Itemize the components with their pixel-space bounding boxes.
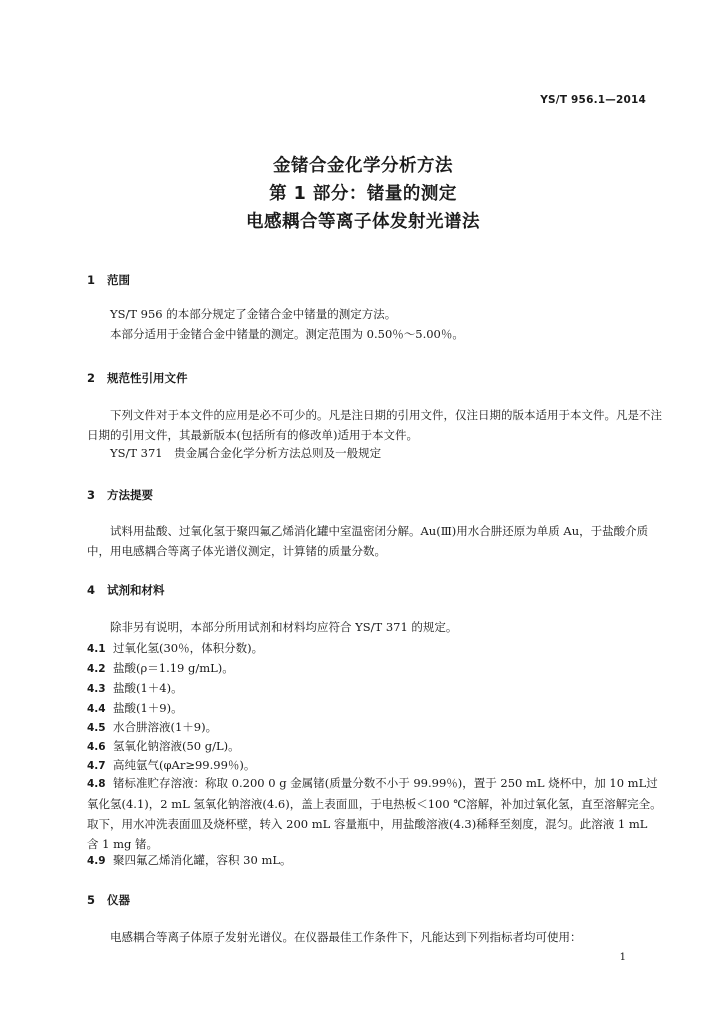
item-number: 4.5 [87, 722, 106, 734]
section-3-heading [87, 487, 153, 503]
section-2-reference: YS/T 371 贵金属合金化学分析方法总则及一般规定 [110, 446, 382, 460]
item-number: 4.9 [87, 855, 106, 867]
list-item [87, 738, 240, 754]
item-text: 盐酸(ρ＝1.19 g/mL)。 [113, 661, 234, 675]
section-title: 范围 [107, 273, 130, 287]
item-text: 水合肼溶液(1＋9)。 [113, 720, 218, 734]
section-2-paragraph-1: 下列文件对于本文件的应用是必不可少的。凡是注日期的引用文件，仅注日期的版本适用于本文件。凡是不注日期的引用文件，其最新版本(包括所有的修改单)适用于本文件。 [87, 408, 662, 442]
item-number: 4.2 [87, 663, 106, 675]
section-4-intro: 除非另有说明，本部分所用试剂和材料均应符合 YS/T 371 的规定。 [110, 620, 458, 634]
section-title: 仪器 [107, 893, 130, 907]
title-line-2: 第 1 部分：锗量的测定 [269, 184, 457, 204]
item-number: 4.7 [87, 760, 106, 772]
item-number: 4.8 [87, 778, 106, 790]
list-item [87, 700, 183, 716]
title-line-1: 金锗合金化学分析方法 [273, 156, 453, 176]
list-item [87, 757, 255, 773]
section-title: 试剂和材料 [107, 583, 165, 597]
list-item-4-8 [87, 773, 662, 854]
list-item [87, 719, 217, 735]
section-number: 5 [87, 893, 96, 907]
list-item [87, 660, 234, 676]
title-line-3: 电感耦合等离子体发射光谱法 [246, 212, 480, 232]
section-1-paragraph-1: YS/T 956 的本部分规定了金锗合金中锗量的测定方法。 [110, 307, 397, 321]
list-item [87, 680, 183, 696]
section-1-heading [87, 272, 130, 288]
section-1-paragraph-2: 本部分适用于金锗合金中锗量的测定。测定范围为 0.50％～5.00％。 [110, 327, 464, 341]
item-number: 4.4 [87, 703, 106, 715]
section-number: 1 [87, 273, 96, 287]
section-number: 2 [87, 371, 96, 385]
item-text: 氢氧化钠溶液(50 g/L)。 [113, 739, 240, 753]
item-text: 锗标准贮存溶液：称取 0.200 0 g 金属锗(质量分数不小于 99.99％)，置于 250 mL 烧杯中，加 10 mL过氧化氢(4.1)，2 mL 氢氧化钠溶液(4.6)，盖上表面皿，于电热板＜100 ℃溶解，补加过氧化氢，直至溶解完全。取下，用水冲洗表面皿及烧杯壁，转入 200 mL 容量瓶中，用盐酸溶液(4.3)稀释至刻度，混匀。此溶液 1 mL 含 1 mg 锗。 [87, 776, 662, 851]
page-number: 1 [619, 952, 626, 963]
item-number: 4.6 [87, 741, 106, 753]
item-number: 4.3 [87, 683, 106, 695]
section-5-paragraph-1: 电感耦合等离子体原子发射光谱仪。在仪器最佳工作条件下，凡能达到下列指标者均可使用： [110, 930, 582, 944]
document-number: YS/T 956.1—2014 [540, 94, 646, 106]
section-number: 4 [87, 583, 96, 597]
section-2-heading [87, 370, 188, 386]
section-title: 方法提要 [107, 488, 153, 502]
section-3-paragraph-1: 试料用盐酸、过氧化氢于聚四氟乙烯消化罐中室温密闭分解。Au(Ⅲ)用水合肼还原为单质 Au，于盐酸介质中，用电感耦合等离子体光谱仪测定，计算锗的质量分数。 [87, 524, 649, 558]
item-number: 4.1 [87, 643, 106, 655]
item-text: 过氧化氢(30％，体积分数)。 [113, 641, 264, 655]
section-4-heading [87, 582, 165, 598]
section-5-heading [87, 892, 130, 908]
item-text: 盐酸(1＋4)。 [113, 681, 183, 695]
section-number: 3 [87, 488, 96, 502]
list-item [87, 640, 263, 656]
list-item [87, 852, 291, 868]
item-text: 聚四氟乙烯消化罐，容积 30 mL。 [113, 853, 292, 867]
item-text: 盐酸(1＋9)。 [113, 701, 183, 715]
item-text: 高纯氩气(φAr≥99.99％)。 [113, 758, 256, 772]
section-title: 规范性引用文件 [107, 371, 188, 385]
